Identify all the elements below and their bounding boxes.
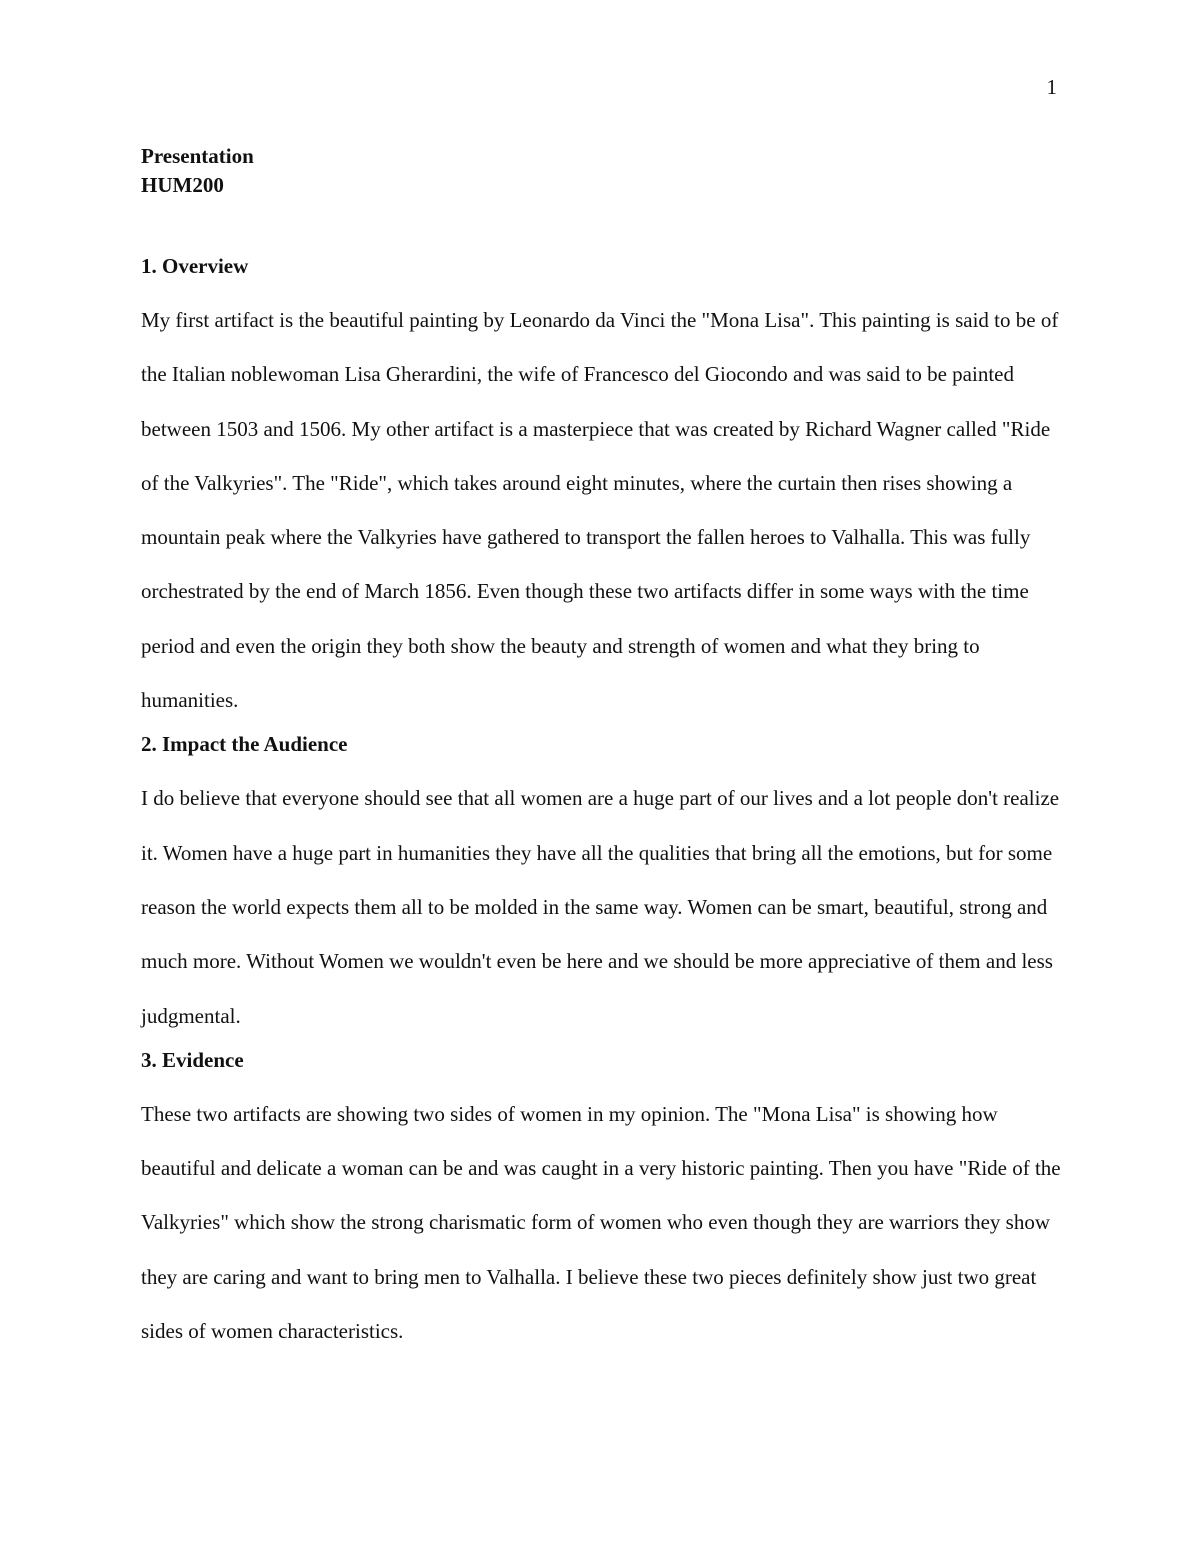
title-block — [141, 142, 1061, 200]
section-body-overview: My first artifact is the beautiful painting by Leonardo da Vinci the "Mona Lisa". This painting is said to be of the Italian noblewoman Lisa Gherardini, the wife of Francesco del Giocondo and was said to be painted between 1503 and 1506. My other artifact is a masterpiece that was created by Richard Wagner called "Ride of the Valkyries". The "Ride", which takes around eight minutes, where the curtain then rises showing a mountain peak where the Valkyries have gathered to transport the fallen heroes to Valhalla. This was fully orchestrated by the end of March 1856. Even though these two artifacts differ in some ways with the time period and even the origin they both show the beauty and strength of women and what they bring to humanities. — [141, 308, 1059, 713]
page-number: 1 — [1046, 75, 1057, 99]
section-heading-overview: 1. Overview — [141, 254, 249, 278]
course-code: HUM200 — [141, 173, 224, 197]
section-heading-evidence: 3. Evidence — [141, 1047, 244, 1072]
section-body-evidence: These two artifacts are showing two sides of women in my opinion. The "Mona Lisa" is showing how beautiful and delicate a woman can be and was caught in a very historic painting. Then you have "Ride of the Valkyries" which show the strong charismatic form of women who even though they are warriors they show they are caring and want to bring men to Valhalla. I believe these two pieces definitely show just two great sides of women characteristics. — [141, 1101, 1061, 1344]
document-title: Presentation — [141, 144, 254, 168]
section-body-impact: I do believe that everyone should see that all women are a huge part of our lives and a lot people don't realize it. Women have a huge part in humanities they have all the qualities that bring all the emotions, but for some reason the world expects them all to be molded in the same way. Women can be smart, beautiful, strong and much more. Without Women we wouldn't even be here and we should be more appreciative of them and less judgmental. — [141, 786, 1060, 1028]
section-heading-impact: 2. Impact the Audience — [141, 732, 348, 757]
document-body — [141, 142, 1061, 1358]
